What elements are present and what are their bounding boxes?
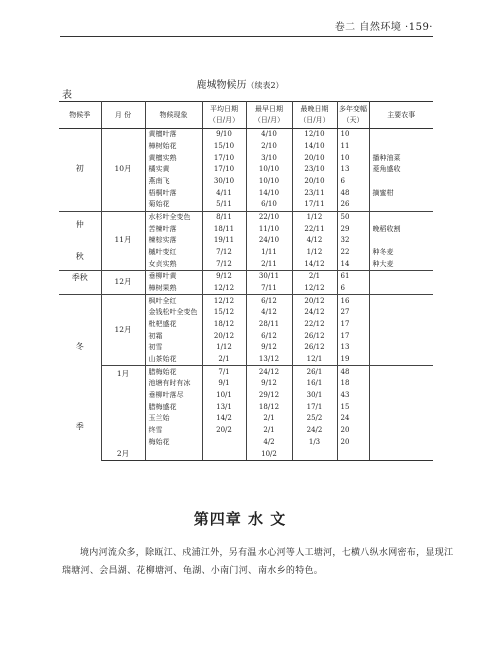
latest-cell: 22/11	[292, 223, 337, 235]
farm-cell	[369, 401, 433, 413]
range-cell: 26	[337, 199, 369, 211]
phenomenon-cell: 山茶始花	[145, 354, 202, 366]
running-head: 卷二 自然环境 ·159·	[334, 22, 433, 33]
farm-cell	[369, 366, 433, 378]
farm-cell: 种冬麦	[372, 248, 394, 257]
header-average-unit: （日/月）	[208, 116, 240, 124]
avg-cell: 9/1	[202, 378, 246, 390]
latest-cell: 22/12	[292, 319, 337, 331]
latest-cell: 20/12	[292, 295, 337, 307]
header-month: 月 份	[101, 102, 145, 129]
latest-cell: 20/10	[292, 176, 337, 188]
phenomenon-cell: 苦楝叶落	[145, 223, 202, 235]
header-phenomenon: 物候现象	[145, 102, 202, 129]
range-cell: 17	[337, 319, 369, 331]
table-title: 鹿城物候历	[196, 80, 247, 91]
body-line: 境内河流众多，除瓯江、戍浦江外，另有温	[80, 548, 257, 558]
season-cell-early-autumn	[59, 129, 101, 212]
latest-cell: 12/10	[292, 129, 337, 141]
earliest-cell: 22/10	[246, 211, 292, 223]
earliest-cell: 3/10	[246, 152, 292, 164]
farm-cell	[369, 295, 433, 307]
avg-cell	[202, 436, 246, 448]
phenomenon-cell: 玉兰始	[145, 413, 202, 425]
table-row	[59, 129, 433, 141]
farm-cell	[369, 199, 433, 211]
table-row	[59, 448, 433, 461]
phenomenon-cell: 黄檀叶落	[145, 129, 202, 141]
phenomenon-cell: 垂柳叶黄	[145, 271, 202, 283]
table-row	[59, 271, 433, 283]
earliest-cell: 4/12	[246, 307, 292, 319]
avg-cell	[202, 448, 246, 461]
table-continued-note: （续表2）	[246, 81, 284, 90]
farm-cell	[369, 342, 433, 354]
range-cell: 20	[337, 436, 369, 448]
farm-cell	[369, 141, 433, 153]
table-header-row	[59, 102, 433, 129]
phenomenon-cell: 楝棕实落	[145, 235, 202, 247]
range-cell: 43	[337, 390, 369, 402]
avg-cell: 13/1	[202, 401, 246, 413]
phenomenon-cell: 金钱松叶全变色	[145, 307, 202, 319]
farm-cell	[369, 307, 433, 319]
latest-cell: 1/12	[292, 247, 337, 259]
avg-cell: 1/12	[202, 342, 246, 354]
range-cell: 17	[337, 330, 369, 342]
latest-cell: 24/12	[292, 307, 337, 319]
body-text-left-column	[62, 544, 258, 580]
body-line: 瑞塘河、会昌湖、花柳塘河、龟湖、小南门河、	[62, 566, 258, 576]
header-latest-unit: （日/月）	[299, 116, 330, 124]
range-cell: 13	[337, 342, 369, 354]
earliest-cell: 10/2	[246, 448, 292, 461]
latest-cell: 17/11	[292, 199, 337, 211]
farm-cell	[369, 283, 433, 295]
range-cell: 19	[337, 354, 369, 366]
avg-cell: 7/1	[202, 366, 246, 378]
avg-cell: 8/11	[202, 211, 246, 223]
farm-cell: 播种油菜	[372, 153, 401, 162]
phenomenon-cell: 樟树果熟	[145, 283, 202, 295]
range-cell: 11	[337, 141, 369, 153]
range-cell: 20	[337, 425, 369, 437]
range-cell: 6	[337, 176, 369, 188]
phenomenon-cell: 燕南飞	[145, 176, 202, 188]
header-farm-work: 主要农事	[369, 102, 433, 129]
phenomenon-cell: 枇杷盛花	[145, 319, 202, 331]
earliest-cell: 14/10	[246, 187, 292, 199]
earliest-cell: 4/10	[246, 129, 292, 141]
phenomenon-cell: 腊梅盛花	[145, 401, 202, 413]
farm-cell	[369, 390, 433, 402]
farm-cell	[369, 235, 433, 247]
phenomenon-cell: 槭叶变红	[145, 247, 202, 259]
earliest-cell: 6/12	[246, 330, 292, 342]
latest-cell: 1/12	[292, 211, 337, 223]
farm-cell	[369, 211, 433, 223]
season-cell-late-autumn	[59, 271, 101, 295]
avg-cell: 7/12	[202, 247, 246, 259]
earliest-cell: 2/10	[246, 141, 292, 153]
header-season: 物候季	[59, 102, 101, 129]
farm-cell	[369, 129, 433, 141]
range-cell: 10	[337, 152, 369, 164]
latest-cell: 12/12	[292, 283, 337, 295]
farm-cell	[369, 271, 433, 283]
phenomenon-cell: 枫叶全红	[145, 295, 202, 307]
earliest-cell: 6/10	[246, 199, 292, 211]
earliest-cell: 10/10	[246, 164, 292, 176]
phenomenon-cell: 水杉叶全变色	[145, 211, 202, 223]
month-cell: 10月	[101, 129, 145, 212]
avg-cell: 2/1	[202, 354, 246, 366]
header-earliest-label: 最早日期	[255, 105, 283, 113]
range-cell: 27	[337, 307, 369, 319]
table-caption	[0, 76, 480, 91]
range-cell: 29	[337, 223, 369, 235]
season-cell-winter	[59, 295, 101, 461]
range-cell: 48	[337, 187, 369, 199]
header-average-date	[202, 102, 246, 129]
earliest-cell: 1/11	[246, 247, 292, 259]
table-label: 表	[62, 90, 72, 101]
latest-cell: 17/1	[292, 401, 337, 413]
earliest-cell: 24/10	[246, 235, 292, 247]
latest-cell: 26/12	[292, 330, 337, 342]
avg-cell: 19/11	[202, 235, 246, 247]
month-cell: 1月	[101, 366, 145, 448]
phenomenon-cell: 橘实黄	[145, 164, 202, 176]
range-cell: 32	[337, 235, 369, 247]
avg-cell: 5/11	[202, 199, 246, 211]
season-cell-mid-autumn	[59, 211, 101, 270]
phenomenon-cell: 梅始花	[145, 436, 202, 448]
range-cell: 13	[337, 164, 369, 176]
avg-cell: 12/12	[202, 295, 246, 307]
farm-cell	[369, 176, 433, 188]
avg-cell: 4/11	[202, 187, 246, 199]
phenomenon-cell: 菊始花	[145, 199, 202, 211]
range-cell: 61	[337, 271, 369, 283]
latest-cell: 23/11	[292, 187, 337, 199]
farm-cell: 晚稻收割	[372, 224, 401, 233]
range-cell: 50	[337, 211, 369, 223]
latest-cell: 30/1	[292, 390, 337, 402]
phenomenon-cell: 黄檀实熟	[145, 152, 202, 164]
avg-cell: 9/12	[202, 271, 246, 283]
table-row	[59, 366, 433, 378]
phenomenon-cell: 女贞实熟	[145, 258, 202, 270]
month-cell: 11月	[101, 211, 145, 270]
season-label: 季秋	[71, 273, 88, 283]
farm-cell: 菱角盛收	[372, 165, 401, 174]
earliest-cell: 13/12	[246, 354, 292, 366]
avg-cell: 20/12	[202, 330, 246, 342]
earliest-cell: 2/1	[246, 425, 292, 437]
earliest-cell: 11/10	[246, 223, 292, 235]
header-average-label: 平均日期	[210, 105, 238, 113]
range-cell	[337, 448, 369, 461]
body-text-right-column	[258, 544, 454, 580]
earliest-cell: 9/12	[246, 378, 292, 390]
latest-cell: 1/3	[292, 436, 337, 448]
farm-cell	[369, 436, 433, 448]
earliest-cell: 24/12	[246, 366, 292, 378]
range-cell: 6	[337, 283, 369, 295]
latest-cell: 23/10	[292, 164, 337, 176]
phenology-table	[59, 101, 433, 461]
header-latest-date	[292, 102, 337, 129]
range-cell: 10	[337, 129, 369, 141]
avg-cell: 15/10	[202, 141, 246, 153]
range-cell: 18	[337, 378, 369, 390]
avg-cell: 17/10	[202, 152, 246, 164]
avg-cell: 30/10	[202, 176, 246, 188]
phenomenon-cell: 樟树始花	[145, 141, 202, 153]
season-label: 冬	[75, 341, 84, 351]
phenomenon-cell: 垂柳叶落尽	[145, 390, 202, 402]
avg-cell: 18/12	[202, 319, 246, 331]
phenomenon-cell: 初霜	[145, 330, 202, 342]
header-range-label: 多年变幅	[339, 105, 367, 113]
earliest-cell: 10/10	[246, 176, 292, 188]
header-range	[337, 102, 369, 129]
avg-cell: 20/2	[202, 425, 246, 437]
latest-cell: 26/12	[292, 342, 337, 354]
farm-cell: 种大麦	[372, 259, 394, 268]
farm-cell	[369, 354, 433, 366]
table-row	[59, 211, 433, 223]
latest-cell	[292, 448, 337, 461]
latest-cell: 14/10	[292, 141, 337, 153]
avg-cell: 12/12	[202, 283, 246, 295]
earliest-cell: 2/1	[246, 413, 292, 425]
phenomenon-cell	[145, 448, 202, 461]
farm-cell	[369, 330, 433, 342]
month-cell: 2月	[101, 448, 145, 461]
earliest-cell: 29/12	[246, 390, 292, 402]
season-label: 季	[75, 421, 84, 431]
range-cell: 15	[337, 401, 369, 413]
latest-cell: 12/1	[292, 354, 337, 366]
range-cell: 14	[337, 258, 369, 270]
range-cell: 48	[337, 366, 369, 378]
earliest-cell: 2/11	[246, 258, 292, 270]
header-range-unit: （天）	[342, 116, 364, 124]
farm-cell	[369, 319, 433, 331]
phenomenon-cell: 终雪	[145, 425, 202, 437]
earliest-cell: 28/11	[246, 319, 292, 331]
farm-cell: 摘蜜柑	[372, 188, 394, 197]
avg-cell: 7/12	[202, 258, 246, 270]
phenomenon-cell: 梧桐叶落	[145, 187, 202, 199]
body-line: 南水乡的特色。	[258, 566, 324, 576]
range-cell: 16	[337, 295, 369, 307]
month-cell: 12月	[101, 271, 145, 295]
earliest-cell: 9/12	[246, 342, 292, 354]
latest-cell: 25/2	[292, 413, 337, 425]
farm-cell	[369, 425, 433, 437]
header-earliest-unit: （日/月）	[253, 116, 285, 124]
farm-cell	[369, 413, 433, 425]
latest-cell: 26/1	[292, 366, 337, 378]
header-earliest-date	[246, 102, 292, 129]
avg-cell: 17/10	[202, 164, 246, 176]
latest-cell: 24/2	[292, 425, 337, 437]
season-label: 仲	[75, 219, 84, 229]
avg-cell: 15/12	[202, 307, 246, 319]
phenomenon-cell: 初雪	[145, 342, 202, 354]
avg-cell: 10/1	[202, 390, 246, 402]
page-header	[60, 16, 433, 37]
latest-cell: 4/12	[292, 235, 337, 247]
farm-cell	[369, 448, 433, 461]
header-latest-label: 最晚日期	[300, 105, 329, 113]
month-cell: 12月	[101, 295, 145, 366]
latest-cell: 2/1	[292, 271, 337, 283]
earliest-cell: 7/11	[246, 283, 292, 295]
avg-cell: 18/11	[202, 223, 246, 235]
range-cell: 24	[337, 413, 369, 425]
farm-cell	[369, 378, 433, 390]
latest-cell: 16/1	[292, 378, 337, 390]
earliest-cell: 4/2	[246, 436, 292, 448]
phenomenon-cell: 池塘有时有冰	[145, 378, 202, 390]
earliest-cell: 30/11	[246, 271, 292, 283]
earliest-cell: 6/12	[246, 295, 292, 307]
latest-cell: 20/10	[292, 152, 337, 164]
range-cell: 22	[337, 247, 369, 259]
table-row	[59, 295, 433, 307]
phenomenon-cell: 腊梅始花	[145, 366, 202, 378]
latest-cell: 14/12	[292, 258, 337, 270]
avg-cell: 9/10	[202, 129, 246, 141]
earliest-cell: 18/12	[246, 401, 292, 413]
season-label: 秋	[75, 251, 84, 261]
season-label: 初	[75, 163, 84, 173]
body-line: 水心河等人工塘河，七横八纵水网密布，显现江	[258, 548, 454, 558]
avg-cell: 14/2	[202, 413, 246, 425]
chapter-heading: 第四章 水 文	[193, 510, 287, 528]
